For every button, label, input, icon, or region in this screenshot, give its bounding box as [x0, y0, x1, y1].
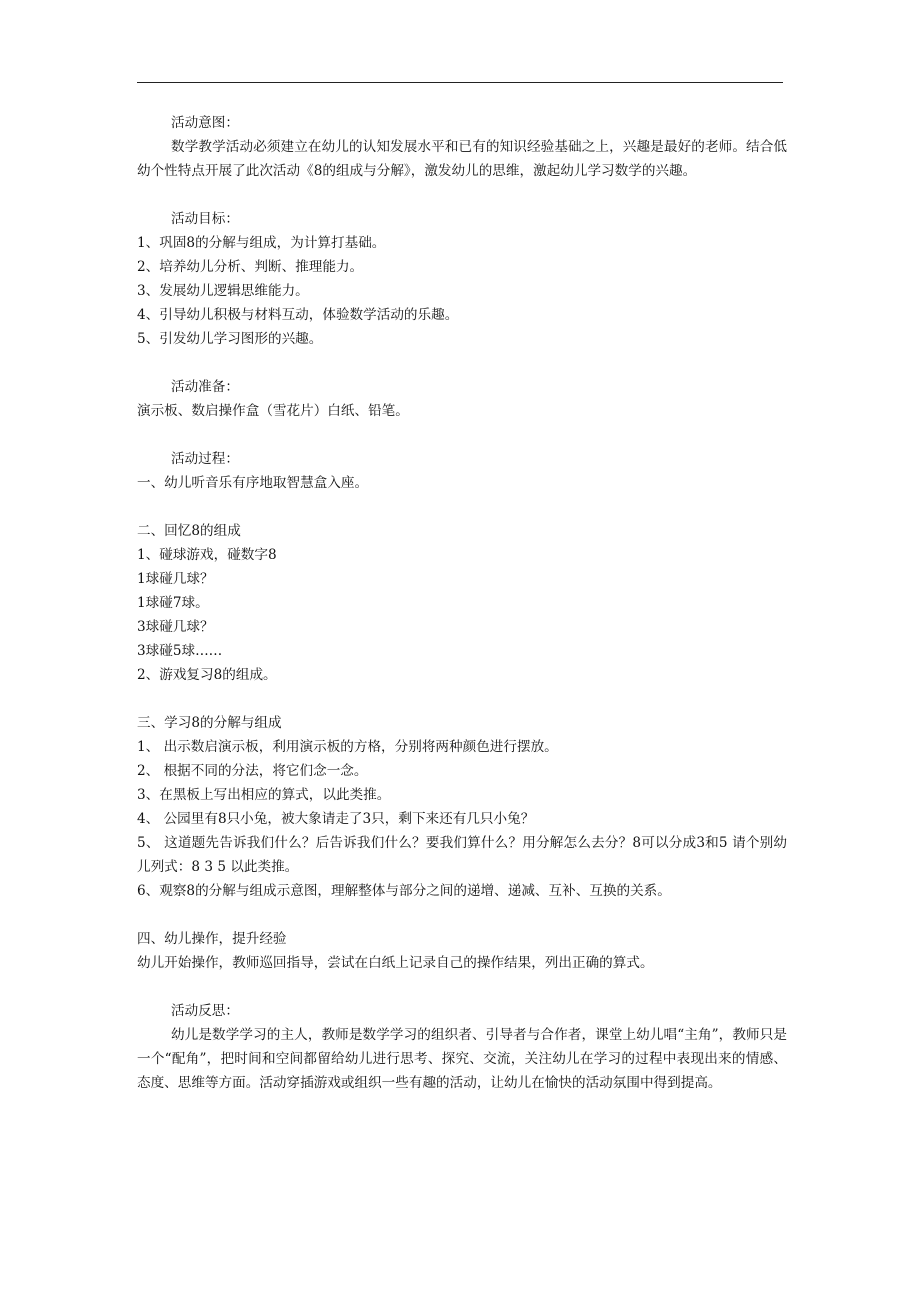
step-3-line: 4、 公园里有8只小兔，被大象请走了3只，剩下来还有几只小兔？ — [137, 811, 535, 827]
intent-heading: 活动意图： — [171, 115, 239, 131]
step-3-line: 1、 出示数启演示板，利用演示板的方格，分别将两种颜色进行摆放。 — [137, 739, 558, 755]
goal-item: 3、发展幼儿逻辑思维能力。 — [137, 283, 309, 299]
process-heading: 活动过程： — [171, 451, 239, 467]
document-body — [137, 111, 787, 1095]
goals-heading: 活动目标： — [171, 211, 239, 227]
goal-item: 2、培养幼儿分析、判断、推理能力。 — [137, 259, 364, 275]
goal-item: 5、引发幼儿学习图形的兴趣。 — [137, 331, 323, 347]
reflection-heading: 活动反思： — [171, 1003, 239, 1019]
step-2-line: 1球碰7球。 — [137, 595, 209, 611]
step-4-body: 幼儿开始操作，教师巡回指导，尝试在白纸上记录自己的操作结果，列出正确的算式。 — [137, 955, 654, 971]
step-2-line: 3球碰几球？ — [137, 619, 214, 635]
step-2-line: 1、碰球游戏，碰数字8 — [137, 547, 277, 563]
step-3-line: 6、观察8的分解与组成示意图，理解整体与部分之间的递增、递减、互补、互换的关系。 — [137, 883, 671, 899]
step-3-line: 5、 这道题先告诉我们什么？后告诉我们什么？要我们算什么？用分解怎么去分？8可以分成3和5 请个别幼儿列式：8 3 5 以此类推。 — [137, 835, 787, 875]
process-step-3-title: 三、学习8的分解与组成 — [137, 715, 282, 731]
reflection-body: 幼儿是数学学习的主人，教师是数学学习的组织者、引导者与合作者，课堂上幼儿唱“主角”，教师只是一个“配角”，把时间和空间都留给幼儿进行思考、探究、交流，关注幼儿在学习的过程中表现出来的情感、态度、思维等方面。活动穿插游戏或组织一些有趣的活动，让幼儿在愉快的活动氛围中得到提高。 — [137, 1027, 787, 1091]
step-3-line: 3、在黑板上写出相应的算式，以此类推。 — [137, 787, 391, 803]
goal-item: 4、引导幼儿积极与材料互动，体验数学活动的乐趣。 — [137, 307, 459, 323]
process-step-1: 一、幼儿听音乐有序地取智慧盒入座。 — [137, 475, 369, 491]
prep-body: 演示板、数启操作盒（雪花片）白纸、铅笔。 — [137, 403, 409, 419]
header-rule — [137, 82, 783, 83]
prep-heading: 活动准备： — [171, 379, 239, 395]
intent-body: 数学教学活动必须建立在幼儿的认知发展水平和已有的知识经验基础之上，兴趣是最好的老师。结合低幼个性特点开展了此次活动《8的组成与分解》，激发幼儿的思维，激起幼儿学习数学的兴趣。 — [137, 139, 787, 179]
step-2-line: 3球碰5球…… — [137, 643, 223, 659]
step-2-line: 2、游戏复习8的组成。 — [137, 667, 277, 683]
goal-item: 1、巩固8的分解与组成，为计算打基础。 — [137, 235, 386, 251]
step-2-line: 1球碰几球？ — [137, 571, 214, 587]
process-step-4-title: 四、幼儿操作，提升经验 — [137, 931, 287, 947]
step-3-line: 2、 根据不同的分法，将它们念一念。 — [137, 763, 368, 779]
process-step-2-title: 二、回忆8的组成 — [137, 523, 241, 539]
